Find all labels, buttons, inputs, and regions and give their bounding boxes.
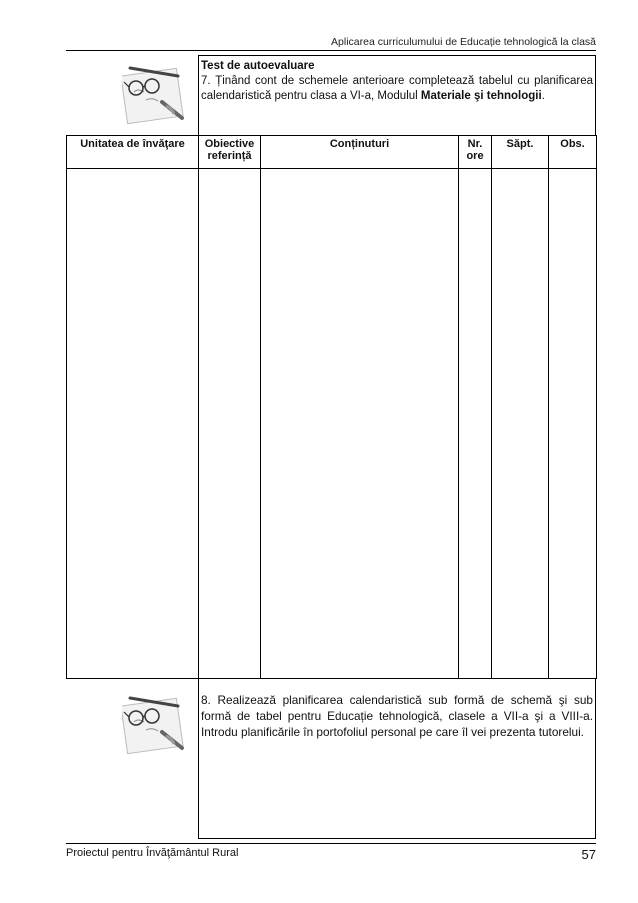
col-obiective: Obiective referință	[199, 136, 261, 169]
table-header-row	[67, 136, 597, 169]
cell-obs[interactable]	[549, 169, 597, 679]
cell-obiective[interactable]	[199, 169, 261, 679]
col-nr-ore: Nr. ore	[459, 136, 492, 169]
page-footer	[66, 843, 596, 862]
test-title: Test de autoevaluare	[201, 60, 315, 72]
task-8-text: 8. Realizează planificarea calendaristică sub formă de schemă şi sub formă de tabel pentru Educație tehnologică, clasele a VII-a şi a VIII-a. Introdu planificările în portofoliul personal pe care îl vei prezenta tutorelui.	[201, 693, 593, 739]
cell-unitatea[interactable]	[67, 169, 199, 679]
page-number: 57	[581, 847, 596, 862]
col-sapt: Săpt.	[492, 136, 549, 169]
col-continuturi: Conținuturi	[261, 136, 459, 169]
pen-glasses-icon	[122, 62, 188, 124]
footer-project: Proiectul pentru Învăţământul Rural	[66, 847, 239, 859]
running-title: Aplicarea curriculumului de Educație tehnologică la clasă	[331, 36, 596, 48]
module-name: Materiale şi tehnologii	[420, 90, 542, 102]
cell-sapt[interactable]	[492, 169, 549, 679]
table-row	[67, 169, 597, 679]
planning-table	[66, 135, 597, 679]
cell-nr-ore[interactable]	[459, 169, 492, 679]
running-header	[66, 36, 596, 51]
task-7-text: Test de autoevaluare 7. Ținând cont de schemele anterioare completează tabelul cu planificarea calendaristică pentru clasa a VI-a, Modulul Materiale şi tehnologii.	[201, 60, 593, 102]
col-unitatea: Unitatea de învăţare	[67, 136, 199, 169]
cell-continuturi[interactable]	[261, 169, 459, 679]
pen-glasses-icon	[122, 692, 188, 754]
col-obs: Obs.	[549, 136, 597, 169]
